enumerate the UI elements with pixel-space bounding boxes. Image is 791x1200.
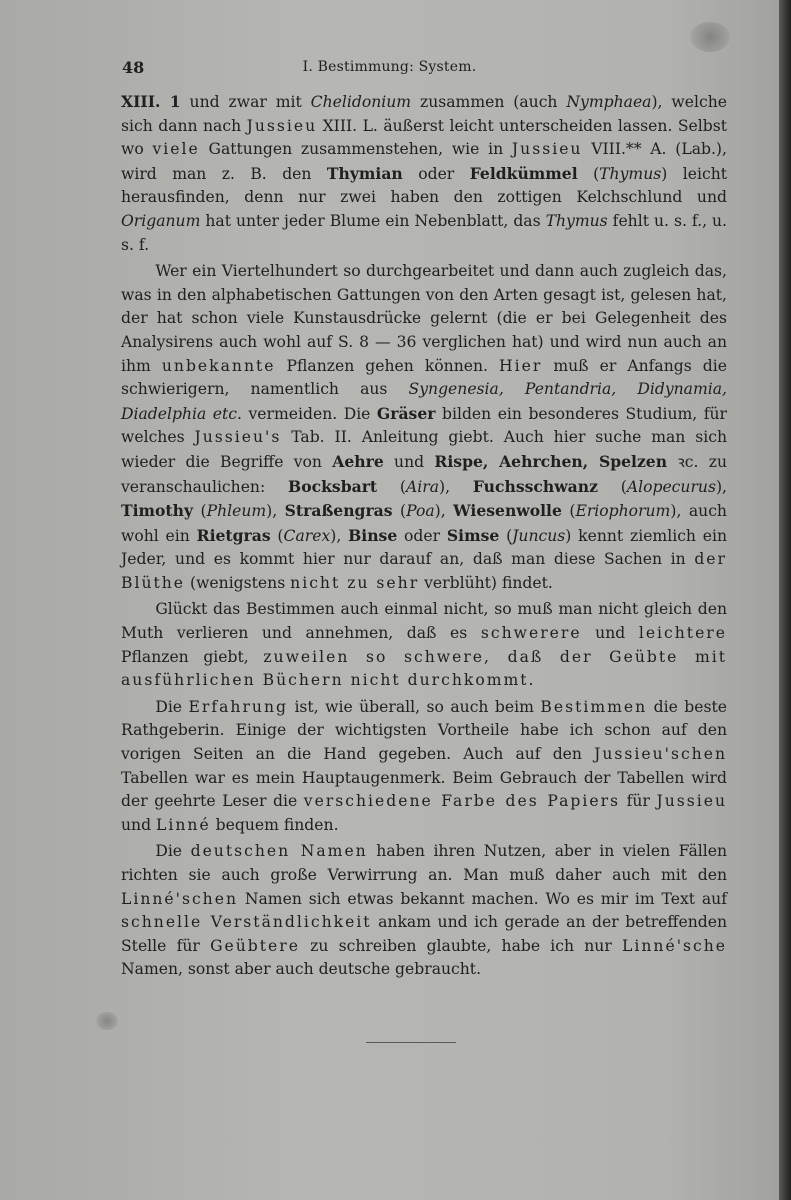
text-run: ), (434, 502, 454, 521)
text-run: bilden ein besonderes Studium, für welches (121, 404, 728, 447)
text-run: und (581, 624, 639, 643)
text-run: verschiedene Farbe des Papiers (303, 792, 621, 811)
text-run: ꝛc. zu veranschaulichen: (121, 452, 727, 496)
text-run: Phleum (206, 502, 267, 521)
text-run: Namen sich etwas bekannt machen. Wo es mir im Text auf (238, 889, 727, 908)
text-run: ), (715, 477, 727, 496)
text-run: Straßengras (284, 501, 393, 521)
text-run: ), auch wohl ein (121, 502, 727, 545)
text-run: die beste Rathgeberin. Einige der wichtigsten Vortheile habe ich schon auf den vorigen Seiten an die Hand gegeben. Auch auf den (121, 697, 727, 764)
text-run: Jussieu's (194, 428, 282, 447)
paragraph-4 (121, 696, 727, 838)
text-run: ( (597, 477, 627, 496)
text-run: Thymus (599, 164, 662, 183)
text-run: Jussieu (246, 116, 318, 135)
page-header (0, 56, 779, 82)
text-run: oder (402, 164, 470, 183)
paper-stain (96, 1012, 118, 1030)
text-run: ), (439, 477, 473, 496)
body-text (121, 90, 727, 982)
text-run: ) kennt ziemlich ein Jeder, und es kommt hier nur darauf an, daß man diese Sachen in (121, 526, 728, 569)
text-run: Glückt das Bestimmen auch einmal nicht, so muß man nicht gleich den Muth verlieren und annehmen, daß es (121, 600, 727, 643)
text-run: verblüht) findet. (419, 573, 553, 592)
text-run: ( (392, 502, 407, 521)
text-run: Pflanzen giebt, (121, 647, 264, 666)
text-run: Carex (283, 526, 331, 545)
text-run: muß er Anfangs die schwierigern, namentlich aus (121, 356, 727, 399)
text-run: ( (270, 526, 284, 545)
text-run: XIII. 1 (121, 92, 181, 111)
text-run: Bocksbart (288, 476, 378, 496)
text-run: Linné (156, 815, 211, 834)
text-run: leichtere (638, 624, 727, 643)
text-run: (wenigstens (185, 573, 291, 592)
text-run: zu schreiben glaubte, habe ich nur (299, 936, 623, 955)
text-run: ankam und ich gerade an der betreffenden Stelle für (121, 913, 727, 955)
text-run: ( (561, 502, 576, 521)
text-run: nicht zu sehr (290, 573, 420, 592)
text-run: vermeiden. Die (241, 404, 377, 423)
text-run: ), (330, 526, 349, 545)
text-run: schwerere (480, 624, 582, 643)
text-run: Rispe, Aehrchen, Spelzen (434, 451, 668, 471)
text-run: Alopecurus (626, 477, 716, 496)
text-run: Poa (406, 502, 435, 521)
text-run: haben ihren Nutzen, aber in vielen Fällen richten sie auch große Verwirrung an. Man muß daher auch mit den (121, 842, 727, 884)
text-run: Juncus (512, 526, 566, 545)
text-run: ), (266, 502, 285, 521)
text-run: Fuchsschwanz (472, 476, 598, 496)
text-run: Linné'sche (622, 936, 727, 955)
running-head: I. Bestimmung: System. (302, 59, 477, 75)
text-run: Aehre (332, 451, 384, 471)
text-run: Aira (406, 477, 440, 496)
paragraph-2 (121, 260, 727, 595)
text-run: ), welche sich dann nach (121, 93, 727, 135)
text-run: Tab. II. Anleitung giebt. Auch hier suche man sich wieder die Begriffe von (121, 428, 728, 471)
text-run: Syngenesia, Pentandria, Didynamia, Diadelphia etc. (121, 380, 728, 423)
text-run: Geübtere (210, 936, 300, 955)
text-run: Gräser (376, 403, 436, 423)
text-run: Feldkümmel (469, 163, 578, 183)
text-run: Wer ein Viertelhundert so durchgearbeitet und dann auch zugleich das, was in den alphabetischen Gattungen von den Arten gesagt ist, gelesen hat, der hat schon viele Kunstausdrücke gelernt (die er bei Gelegenheit des Analysirens auch wohl auf S. 8 — 36 verglichen hat) und wird nun auch an ihm (121, 262, 727, 375)
text-run: hat unter jeder Blume ein Nebenblatt, das (200, 211, 546, 230)
text-run: Gattungen zusammenstehen, wie in (199, 140, 512, 159)
text-run: ( (193, 502, 207, 521)
text-run: Timothy (121, 501, 194, 521)
text-run: der Blüthe (121, 550, 727, 592)
text-run: Nymphaea (566, 93, 652, 111)
text-run: für (620, 792, 657, 811)
text-run: Jussieu'schen (594, 745, 727, 764)
page-number: 48 (122, 58, 145, 77)
text-run: Jussieu (511, 140, 583, 159)
text-run: Thymus (545, 211, 608, 230)
text-run: Rietgras (196, 525, 271, 545)
footnote-rule (366, 1042, 456, 1043)
text-run: ( (577, 164, 600, 183)
text-run: zusammen (auch (411, 93, 567, 111)
text-run: Origanum (121, 211, 201, 230)
text-run: Wiesenwolle (453, 501, 562, 521)
text-run: XIII. L. äußerst leicht unterscheiden lassen. Selbst wo (121, 116, 727, 159)
paragraph-1 (121, 90, 727, 257)
text-run: Erfahrung (188, 697, 288, 716)
text-run: Die (155, 697, 189, 716)
text-run: Pflanzen gehen können. (275, 356, 500, 375)
text-run: Namen, sonst aber auch deutsche gebraucht. (121, 960, 482, 979)
paper-stain (690, 22, 730, 52)
text-run: ( (377, 477, 407, 496)
text-run: ist, wie überall, so auch beim (287, 697, 541, 716)
text-run: Simse (446, 525, 500, 545)
text-run: und (383, 452, 435, 471)
text-run: deutschen Namen (190, 842, 368, 861)
book-spine-edge (779, 0, 791, 1200)
text-run: Tabellen war es mein Hauptaugenmerk. Beim Gebrauch der Tabellen wird der geehrte Leser die (121, 768, 727, 811)
text-run: zuweilen so schwere, daß der Geübte mit ausführlichen Büchern nicht durchkommt. (121, 647, 727, 690)
paragraph-5 (121, 840, 727, 982)
text-run: bequem finden. (210, 815, 339, 834)
text-run: Linné'schen (121, 889, 238, 908)
text-run: schnelle Verständlichkeit (121, 913, 372, 932)
text-run: viele (152, 140, 200, 159)
text-run: oder (397, 526, 447, 545)
text-run: fehlt u. s. f., u. s. f. (121, 211, 728, 254)
text-run: und (121, 815, 157, 834)
text-run: Hier (499, 356, 543, 375)
text-run: ) leicht herausfinden, denn nur zwei haben den zottigen Kelchschlund und (121, 164, 728, 207)
text-run: ( (499, 526, 513, 545)
text-run: Binse (348, 525, 398, 545)
text-run: Bestimmen (540, 697, 648, 716)
text-run: Jussieu (656, 792, 727, 811)
text-run: VIII.** A. (Lab.), wird man z. B. den (121, 140, 727, 183)
text-run: Thymian (326, 163, 403, 183)
text-run: unbekannte (161, 356, 276, 375)
text-run: Eriophorum (575, 502, 671, 521)
text-run: und zwar mit (180, 93, 311, 111)
text-run: Die (155, 842, 191, 861)
text-run: Chelidonium (310, 93, 412, 111)
paragraph-3 (121, 598, 727, 692)
